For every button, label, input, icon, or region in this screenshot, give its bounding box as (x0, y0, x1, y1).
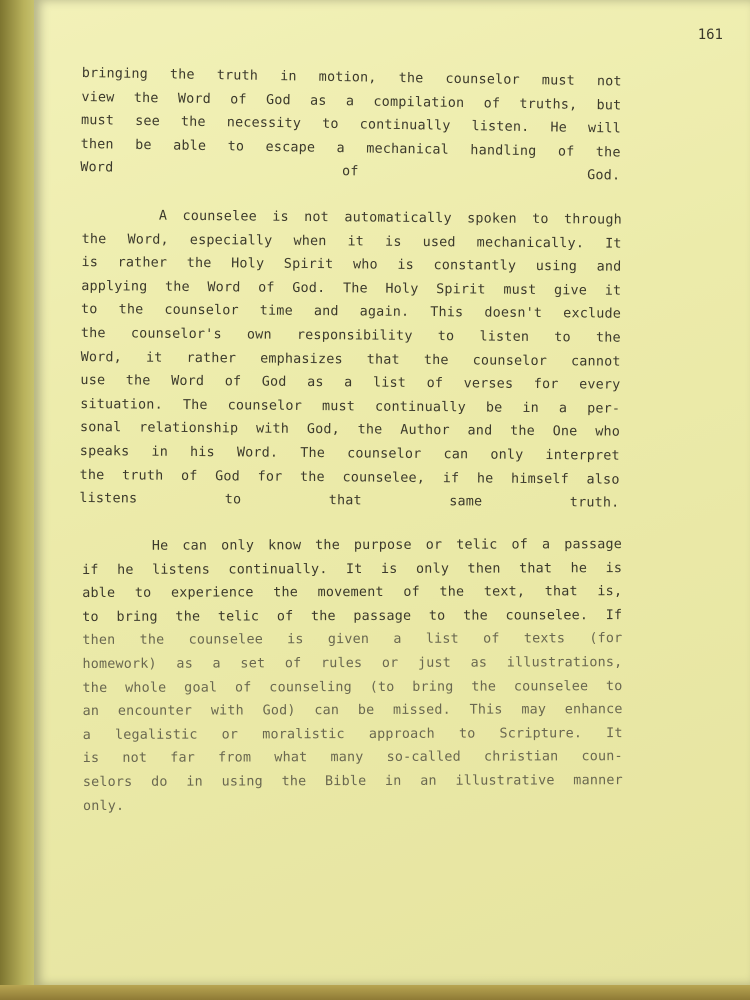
paragraph-1 (80, 62, 622, 188)
text-line: view the Word of God as a compilation of truths, but (81, 89, 622, 114)
text-line: Word, it rather emphasizes that the counselor cannot (80, 349, 621, 370)
text-line: Word of God. (80, 160, 621, 184)
text-line: homework) as a set of rules or just as illustrations, (82, 654, 623, 672)
text-line: to the counselor time and again. This doesn't exclude (81, 302, 622, 323)
text-line: must see the necessity to continually listen. He will (80, 113, 622, 137)
text-line: the Word, especially when it is used mechanically. It (81, 231, 622, 252)
text-line: to bring the telic of the passage to the counselee. If (82, 607, 623, 625)
text-line: then be able to escape a mechanical handling of the (80, 136, 621, 161)
text-line: the whole goal of counseling (to bring the counselee to (82, 678, 623, 696)
text-line: is not far from what many so-called christian coun- (82, 749, 623, 767)
text-line: He can only know the purpose or telic of a passage (82, 536, 623, 554)
paragraph-3 (82, 533, 623, 818)
text-line: the truth of God for the counselee, if he himself also (79, 467, 620, 488)
text-line: selors do in using the Bible in an illustrative manner (82, 772, 623, 790)
text-line: A counselee is not automatically spoken to through (81, 207, 622, 228)
text-line: applying the Word of God. The Holy Spirit must give it (81, 278, 622, 299)
page-number: 161 (697, 27, 723, 43)
text-line: is rather the Holy Spirit who is constantly using and (81, 255, 622, 275)
text-line: able to experience the movement of the text, that is, (82, 583, 623, 601)
text-line: a legalistic or moralistic approach to Scripture. It (82, 725, 623, 743)
page-bottom-edge (0, 985, 750, 1000)
text-line: the counselor's own responsibility to listen to the (80, 325, 621, 346)
text-line: listens to that same truth. (79, 491, 620, 511)
text-line: then the counselee is given a list of texts (for (82, 631, 623, 649)
text-line: an encounter with God) can be missed. This may enhance (82, 701, 623, 719)
text-line: sonal relationship with God, the Author and the One who (79, 420, 621, 441)
page-body-text (79, 62, 623, 842)
text-line: speaks in his Word. The counselor can only interpret (79, 443, 620, 464)
text-line: bringing the truth in motion, the counselor must not (81, 65, 622, 90)
text-line: use the Word of God as a list of verses for every (80, 373, 621, 393)
paragraph-2 (79, 204, 622, 515)
text-line: if he listens continually. It is only then that he is (82, 560, 623, 578)
text-line: situation. The counselor must continually be in a per- (80, 396, 621, 417)
text-line: only. (82, 798, 125, 814)
